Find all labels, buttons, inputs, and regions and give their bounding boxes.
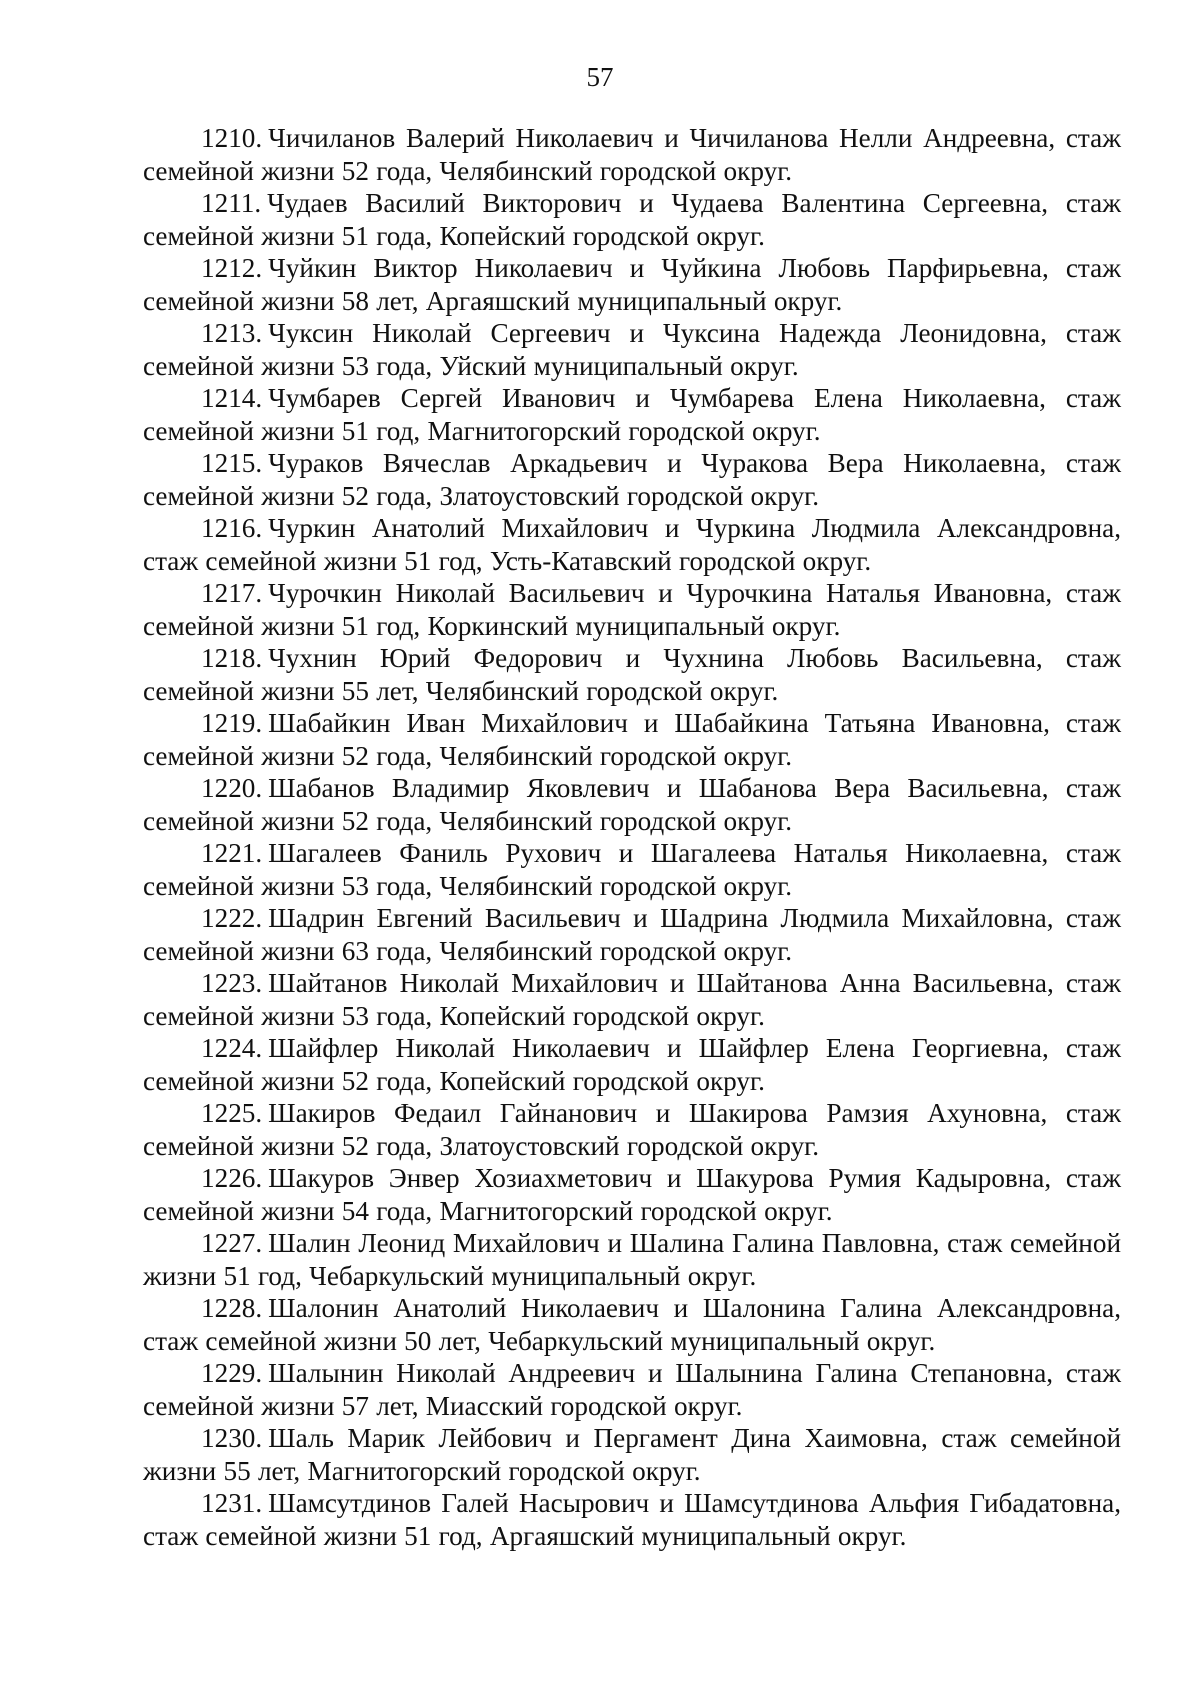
list-item	[143, 447, 1121, 512]
entry-text: Чуркин Анатолий Михайлович и Чуркина Людмила Александровна, стаж семейной жизни 51 год, Усть-Катавский городской округ.	[143, 513, 1121, 576]
list-item	[143, 1357, 1121, 1422]
list-item	[143, 642, 1121, 707]
page-number: 57	[586, 62, 614, 92]
entry-text: Чураков Вячеслав Аркадьевич и Чуракова Вера Николаевна, стаж семейной жизни 52 года, Златоустовский городской округ.	[143, 448, 1121, 511]
list-item	[143, 577, 1121, 642]
entry-number: 1227.	[201, 1228, 263, 1258]
entry-text: Шакуров Энвер Хозиахметович и Шакурова Румия Кадыровна, стаж семейной жизни 54 года, Магнитогорский городской округ.	[143, 1163, 1121, 1226]
list-item	[143, 1227, 1121, 1292]
list-item	[143, 317, 1121, 382]
entry-number: 1220.	[201, 773, 263, 803]
entry-text: Чудаев Василий Викторович и Чудаева Валентина Сергеевна, стаж семейной жизни 51 года, Копейский городской округ.	[143, 188, 1121, 251]
entry-text: Шайтанов Николай Михайлович и Шайтанова Анна Васильевна, стаж семейной жизни 53 года, Копейский городской округ.	[143, 968, 1121, 1031]
entry-number: 1215.	[201, 448, 263, 478]
entry-text: Шакиров Федаил Гайнанович и Шакирова Рамзия Ахуновна, стаж семейной жизни 52 года, Златоустовский городской округ.	[143, 1098, 1121, 1161]
entry-text: Чумбарев Сергей Иванович и Чумбарева Елена Николаевна, стаж семейной жизни 51 год, Магнитогорский городской округ.	[143, 383, 1121, 446]
entry-text: Шайфлер Николай Николаевич и Шайфлер Елена Георгиевна, стаж семейной жизни 52 года, Копейский городской округ.	[143, 1033, 1121, 1096]
entry-text: Шабанов Владимир Яковлевич и Шабанова Вера Васильевна, стаж семейной жизни 52 года, Челябинский городской округ.	[143, 773, 1121, 836]
list-item	[143, 902, 1121, 967]
entry-number: 1221.	[201, 838, 263, 868]
entry-number: 1225.	[201, 1098, 263, 1128]
list-item	[143, 837, 1121, 902]
list-item	[143, 1097, 1121, 1162]
entry-number: 1213.	[201, 318, 263, 348]
entry-number: 1214.	[201, 383, 263, 413]
list-item	[143, 707, 1121, 772]
entry-text: Шамсутдинов Галей Насырович и Шамсутдинова Альфия Гибадатовна, стаж семейной жизни 51 год, Аргаяшский муниципальный округ.	[143, 1488, 1121, 1551]
entry-text: Шалонин Анатолий Николаевич и Шалонина Галина Александровна, стаж семейной жизни 50 лет, Чебаркульский муниципальный округ.	[143, 1293, 1121, 1356]
entry-number: 1210.	[201, 123, 263, 153]
entry-number: 1229.	[201, 1358, 263, 1388]
entry-number: 1218.	[201, 643, 263, 673]
entry-text: Шалин Леонид Михайлович и Шалина Галина Павловна, стаж семейной жизни 51 год, Чебаркульский муниципальный округ.	[143, 1228, 1121, 1291]
list-item	[143, 252, 1121, 317]
entry-text: Чуксин Николай Сергеевич и Чуксина Надежда Леонидовна, стаж семейной жизни 53 года, Уйский муниципальный округ.	[143, 318, 1121, 381]
list-item	[143, 1032, 1121, 1097]
entry-number: 1211.	[201, 188, 262, 218]
list-item	[143, 122, 1121, 187]
list-item	[143, 1162, 1121, 1227]
entry-text: Шаль Марик Лейбович и Пергамент Дина Хаимовна, стаж семейной жизни 55 лет, Магнитогорский городской округ.	[143, 1423, 1121, 1486]
entry-text: Чичиланов Валерий Николаевич и Чичиланова Нелли Андреевна, стаж семейной жизни 52 года, Челябинский городской округ.	[143, 123, 1121, 186]
entry-number: 1222.	[201, 903, 263, 933]
entry-text: Шадрин Евгений Васильевич и Шадрина Людмила Михайловна, стаж семейной жизни 63 года, Челябинский городской округ.	[143, 903, 1121, 966]
entry-text: Чурочкин Николай Васильевич и Чурочкина Наталья Ивановна, стаж семейной жизни 51 год, Коркинский муниципальный округ.	[143, 578, 1121, 641]
entry-number: 1231.	[201, 1488, 263, 1518]
entry-number: 1230.	[201, 1423, 263, 1453]
list-item	[143, 772, 1121, 837]
list-item	[143, 1487, 1121, 1552]
list-item	[143, 967, 1121, 1032]
entry-list	[143, 122, 1121, 1552]
entry-text: Шалынин Николай Андреевич и Шалынина Галина Степановна, стаж семейной жизни 57 лет, Миасский городской округ.	[143, 1358, 1121, 1421]
entry-number: 1224.	[201, 1033, 263, 1063]
entry-number: 1217.	[201, 578, 263, 608]
list-item	[143, 512, 1121, 577]
entry-text: Шагалеев Фаниль Рухович и Шагалеева Наталья Николаевна, стаж семейной жизни 53 года, Челябинский городской округ.	[143, 838, 1121, 901]
entry-number: 1219.	[201, 708, 263, 738]
entry-number: 1216.	[201, 513, 263, 543]
entry-text: Шабайкин Иван Михайлович и Шабайкина Татьяна Ивановна, стаж семейной жизни 52 года, Челябинский городской округ.	[143, 708, 1121, 771]
entry-number: 1212.	[201, 253, 263, 283]
list-item	[143, 1292, 1121, 1357]
entry-text: Чухнин Юрий Федорович и Чухнина Любовь Васильевна, стаж семейной жизни 55 лет, Челябинский городской округ.	[143, 643, 1121, 706]
entry-text: Чуйкин Виктор Николаевич и Чуйкина Любовь Парфирьевна, стаж семейной жизни 58 лет, Аргаяшский муниципальный округ.	[143, 253, 1121, 316]
entry-number: 1223.	[201, 968, 263, 998]
list-item	[143, 187, 1121, 252]
entry-number: 1228.	[201, 1293, 263, 1323]
list-item	[143, 382, 1121, 447]
entry-number: 1226.	[201, 1163, 263, 1193]
list-item	[143, 1422, 1121, 1487]
